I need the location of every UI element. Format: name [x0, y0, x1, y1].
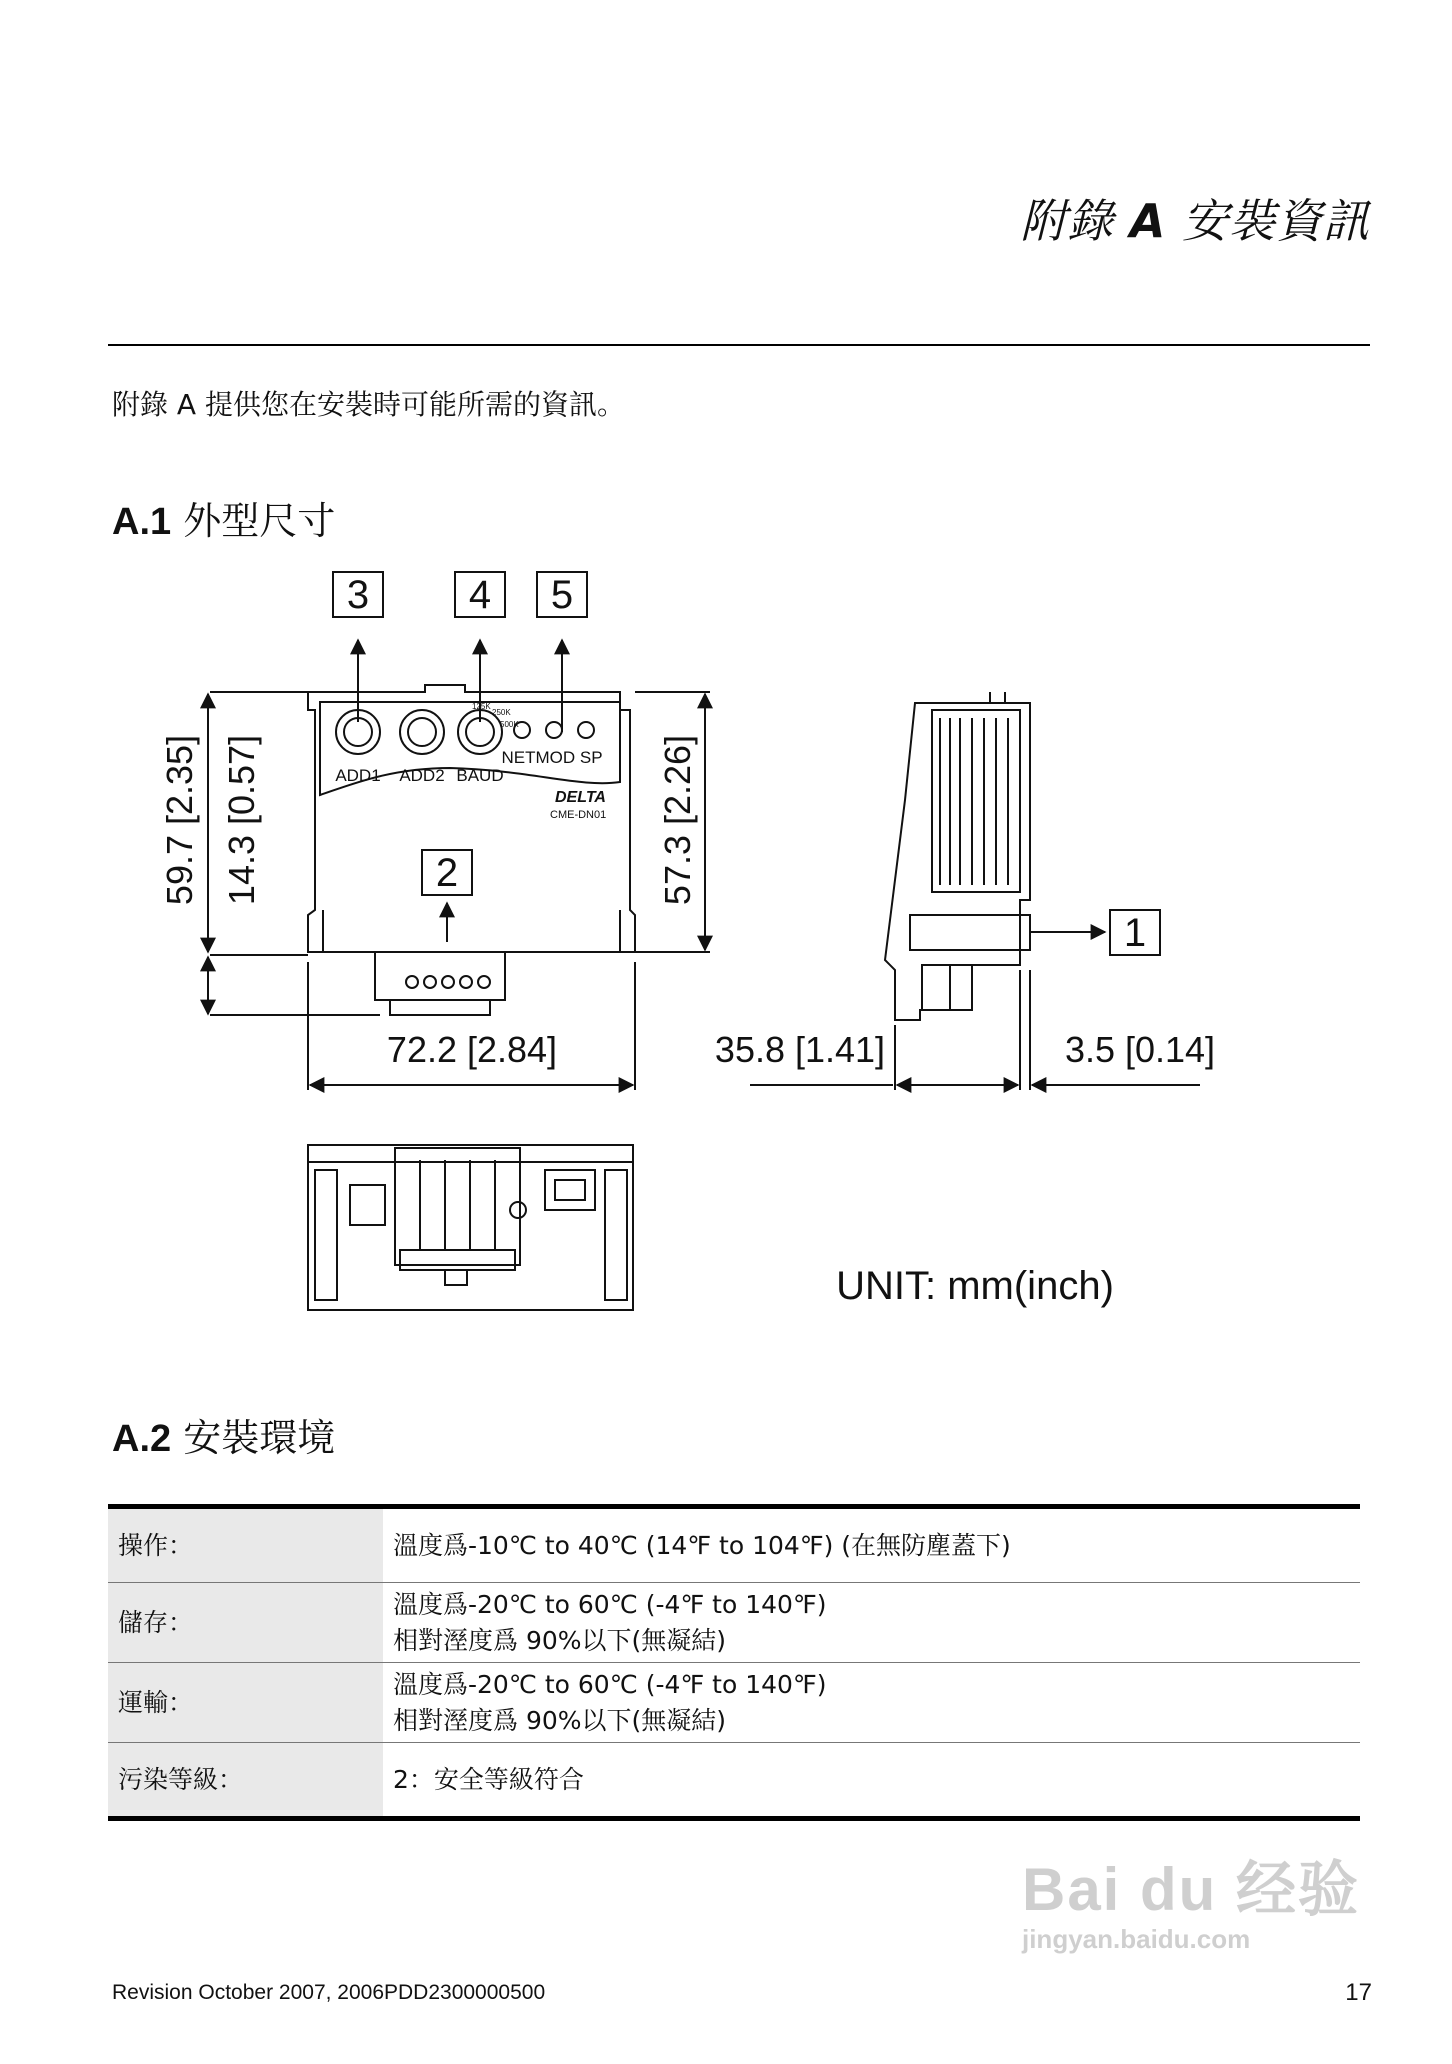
section-title: 安裝環境	[183, 1416, 336, 1460]
unit-label: UNIT: mm(inch)	[836, 1264, 1114, 1308]
section-title: 外型尺寸	[183, 499, 336, 543]
table-key: 運輸：	[108, 1663, 383, 1743]
svg-text:NETMOD SP: NETMOD SP	[501, 748, 603, 767]
table-value: 溫度爲-20℃ to 60℃ (-4℉ to 140℉) 相對溼度爲 90%以下(無凝結)	[383, 1663, 1360, 1743]
intro-text: 附錄 A 提供您在安裝時可能所需的資訊。	[112, 388, 625, 421]
chapter-title: 附錄 A 安裝資訊	[1020, 194, 1370, 248]
svg-text:ADD1: ADD1	[335, 766, 381, 785]
section-number: A.1	[112, 501, 172, 543]
svg-text:4: 4	[468, 573, 492, 617]
svg-text:1: 1	[1123, 911, 1147, 955]
svg-text:3.5 [0.14]: 3.5 [0.14]	[1064, 1029, 1216, 1070]
callout-3	[333, 572, 383, 617]
side-view	[885, 692, 1030, 1020]
page-number: 17	[1345, 1979, 1372, 2006]
svg-text:DELTA: DELTA	[555, 789, 606, 806]
table-value: 溫度爲-20℃ to 60℃ (-4℉ to 140℉) 相對溼度爲 90%以下(無凝結)	[383, 1583, 1360, 1663]
callout-5	[537, 572, 587, 617]
svg-text:500K: 500K	[500, 720, 519, 729]
table-row	[108, 1507, 1360, 1583]
table-key: 儲存：	[108, 1583, 383, 1663]
svg-text:250K: 250K	[492, 708, 511, 717]
table-row	[108, 1583, 1360, 1663]
table-value: 溫度爲-10℃ to 40℃ (14℉ to 104℉) (在無防塵蓋下)	[383, 1507, 1360, 1583]
table-row	[108, 1743, 1360, 1819]
svg-text:2: 2	[435, 851, 459, 895]
svg-text:3: 3	[346, 573, 370, 617]
section-heading-a2	[112, 1407, 335, 1462]
svg-text:57.3 [2.26]: 57.3 [2.26]	[657, 734, 698, 906]
footer-revision: Revision October 2007, 2006PDD2300000500	[112, 1981, 546, 2004]
table-key: 操作：	[108, 1507, 383, 1583]
bottom-view	[308, 1145, 633, 1310]
section-heading-a1	[112, 490, 335, 545]
environment-table	[108, 1504, 1360, 1821]
callout-4	[455, 572, 505, 617]
svg-text:14.3 [0.57]: 14.3 [0.57]	[221, 734, 262, 906]
baidu-watermark: Bai du 经验 jingyan.baidu.com	[1021, 1856, 1360, 1954]
table-row	[108, 1663, 1360, 1743]
svg-text:59.7 [2.35]: 59.7 [2.35]	[159, 734, 200, 906]
svg-text:CME-DN01: CME-DN01	[550, 809, 607, 821]
table-key: 污染等級：	[108, 1743, 383, 1819]
svg-text:35.8 [1.41]: 35.8 [1.41]	[714, 1029, 886, 1070]
svg-text:72.2 [2.84]: 72.2 [2.84]	[386, 1029, 558, 1070]
svg-text:5: 5	[550, 573, 574, 617]
section-number: A.2	[112, 1418, 172, 1460]
table-value: 2：安全等級符合	[383, 1743, 1360, 1819]
svg-text:BAUD: BAUD	[456, 766, 504, 785]
svg-text:ADD2: ADD2	[399, 766, 445, 785]
header-rule	[108, 344, 1370, 346]
svg-text:125K: 125K	[472, 702, 491, 711]
callout-2	[422, 850, 472, 895]
callout-1	[1110, 910, 1160, 955]
dimension-drawing	[150, 570, 1350, 1340]
